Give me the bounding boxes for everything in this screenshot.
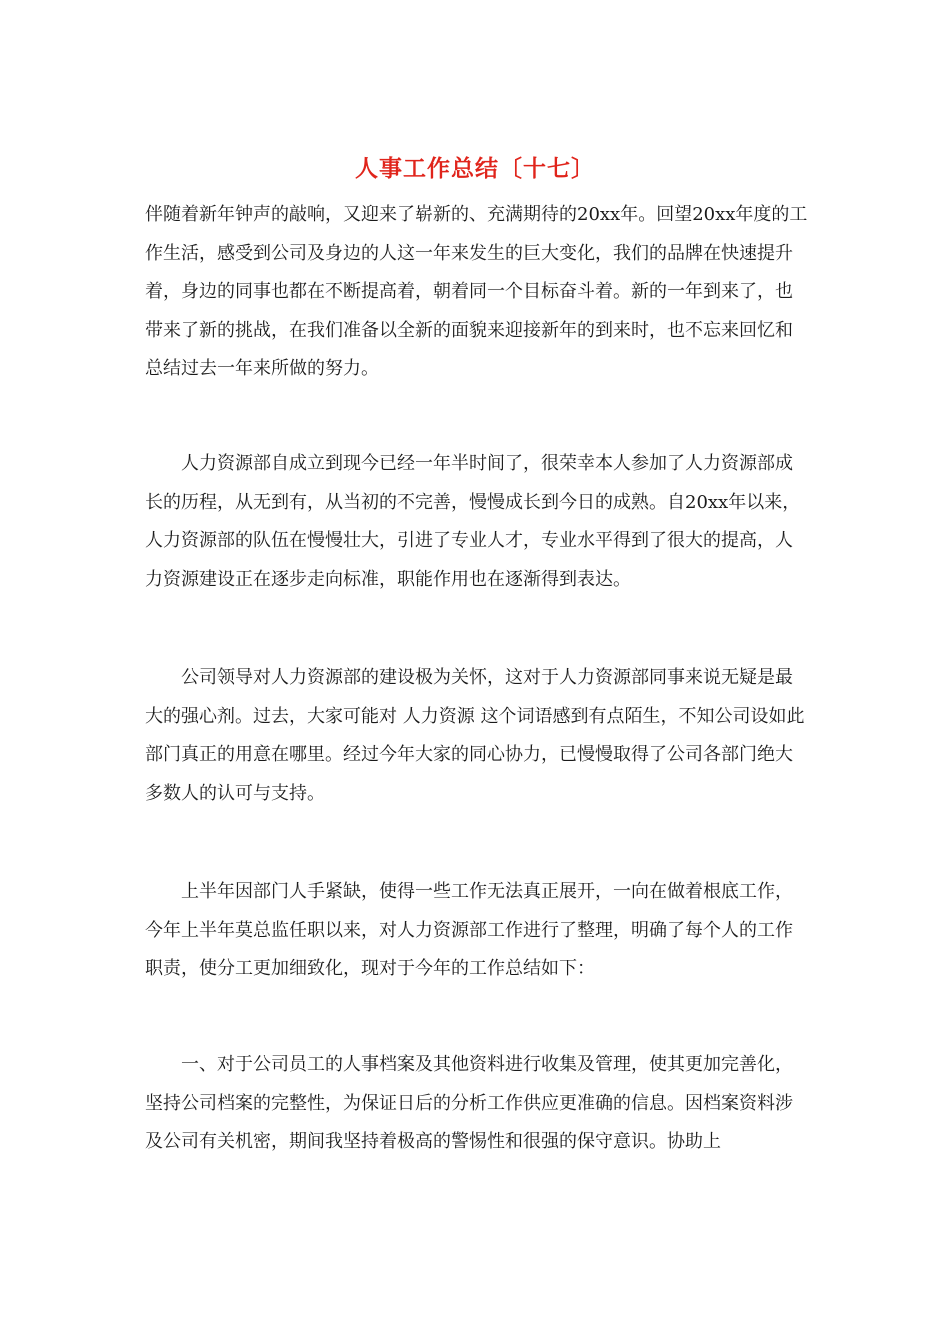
paragraph-item-one: 一、对于公司员工的人事档案及其他资料进行收集及管理，使其更加完善化，坚持公司档案的完整性，为保证日后的分析工作供应更准确的信息。因档案资料涉及公司有关机密，期间我坚持着极高的警惕性和很强的保守意识。协助上 — [145, 1054, 793, 1153]
document-title: 人事工作总结〔十七〕 — [355, 155, 595, 182]
paragraph-intro: 伴随着新年钟声的敲响，又迎来了崭新的、充满期待的20xx年。回望20xx年度的工作生活，感受到公司及身边的人这一年来发生的巨大变化，我们的品牌在快速提升着，身边的同事也都在不断提高着，朝着同一个目标奋斗着。新的一年到来了，也带来了新的挑战，在我们准备以全新的面貌来迎接新年的到来时，也不忘来回忆和总结过去一年来所做的努力。 — [145, 204, 808, 380]
paragraph-work-summary-intro: 上半年因部门人手紧缺，使得一些工作无法真正展开，一向在做着根底工作，今年上半年莫总监任职以来，对人力资源部工作进行了整理，明确了每个人的工作职责，使分工更加细致化，现对于今年的工作总结如下： — [145, 881, 793, 980]
paragraph-leadership-support: 公司领导对人力资源部的建设极为关怀，这对于人力资源部同事来说无疑是最大的强心剂。过去，大家可能对 人力资源 这个词语感到有点陌生，不知公司设如此部门真正的用意在哪里。经过今年大家的同心协力，已慢慢取得了公司各部门绝大多数人的认可与支持。 — [145, 667, 805, 804]
paragraph-hr-growth: 人力资源部自成立到现今已经一年半时间了，很荣幸本人参加了人力资源部成长的历程，从无到有，从当初的不完善，慢慢成长到今日的成熟。自20xx年以来，人力资源部的队伍在慢慢壮大，引进了专业人才，专业水平得到了很大的提高，人力资源建设正在逐步走向标准，职能作用也在逐渐得到表达。 — [145, 453, 801, 590]
